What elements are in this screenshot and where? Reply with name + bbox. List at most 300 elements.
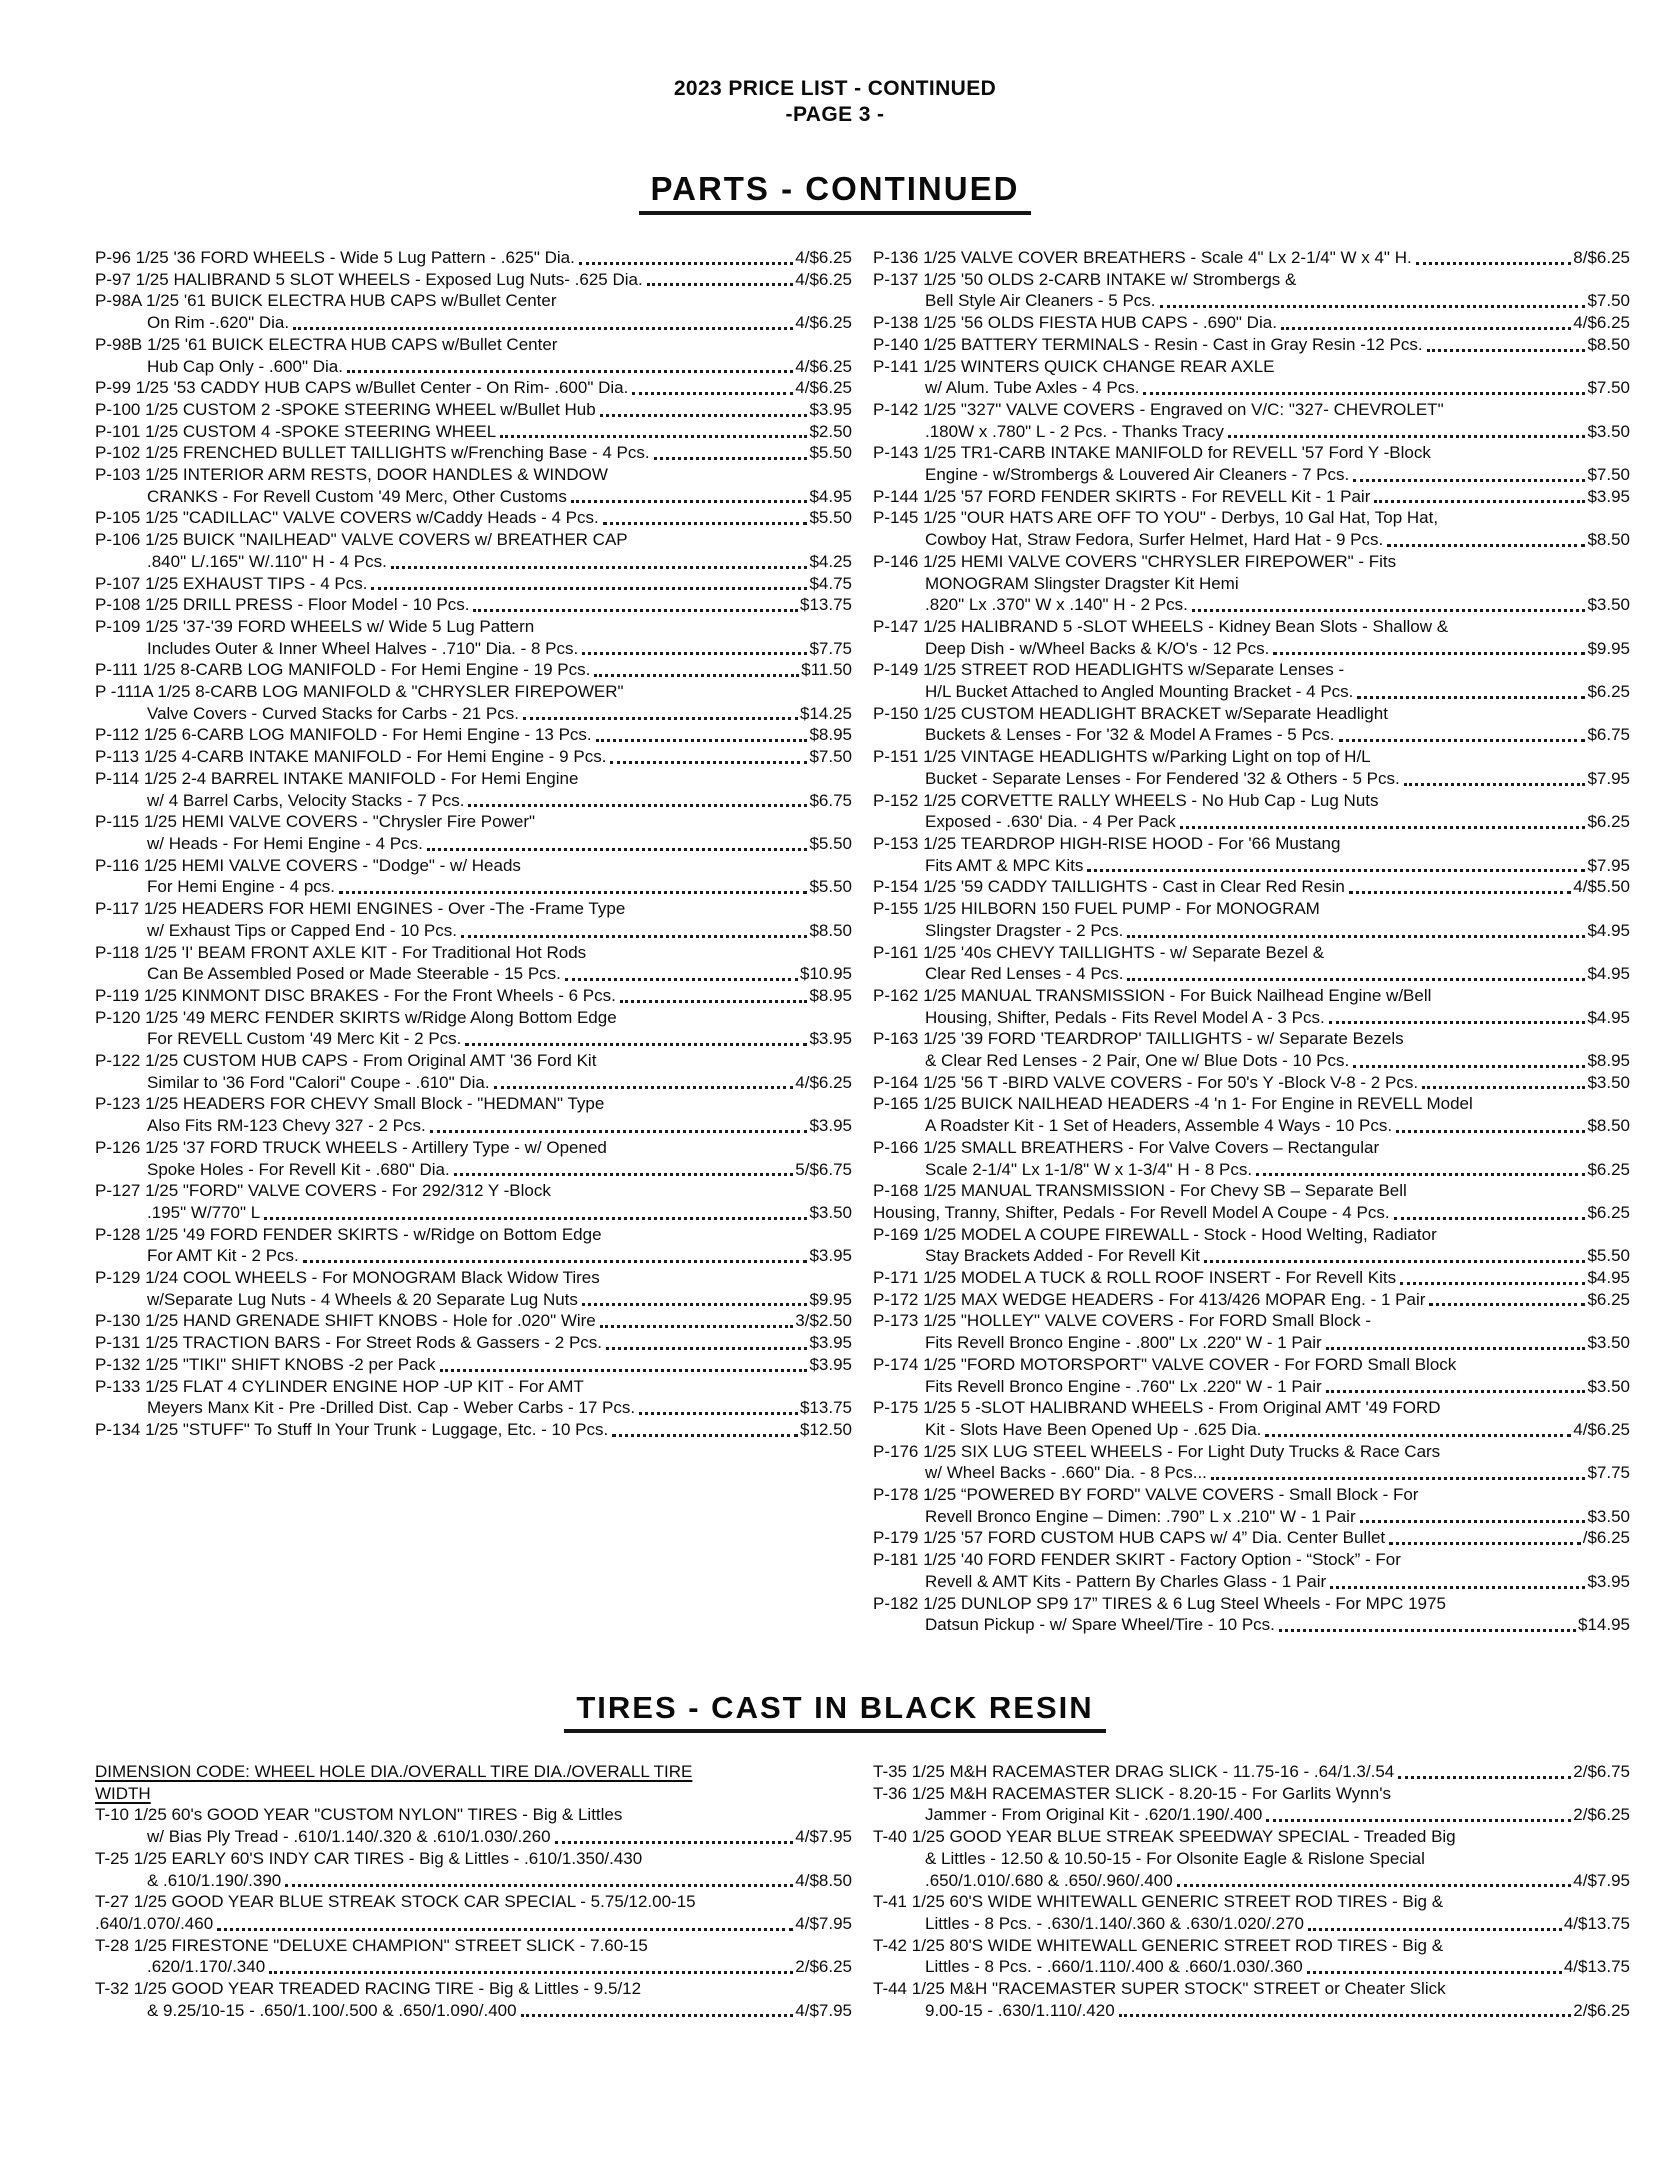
item-text: P-126 1/25 '37 FORD TRUCK WHEELS - Artillery Type - w/ Opened [95,1137,607,1157]
item-price: $11.50 [801,660,852,680]
dot-leader [1265,1434,1571,1437]
dot-leader [1357,696,1585,699]
item-text: P-142 1/25 "327" VALVE COVERS - Engraved on V/C: "327- CHEVROLET" [873,399,1444,419]
dot-leader [632,392,793,395]
dot-leader [1308,1928,1562,1931]
dot-leader [1256,1173,1585,1176]
price-list-line [873,768,1630,790]
price-list-line [873,1783,1630,1805]
item-text: P-112 1/25 6-CARB LOG MANIFOLD - For Hemi Engine - 13 Pcs. [95,725,592,745]
item-text: On Rim -.620" Dia. [147,313,290,333]
dot-leader [1394,1217,1586,1220]
item-text: Includes Outer & Inner Wheel Halves - .710" Dia. - 8 Pcs. [147,638,579,658]
price-list-line [95,1159,852,1181]
item-price: $3.95 [809,399,852,419]
price-list-line [873,638,1630,660]
price-list-line [873,1376,1630,1398]
price-list-line [95,1354,852,1376]
price-list-line [95,1115,852,1137]
price-list-line [95,1007,852,1029]
price-list-line [873,1441,1630,1463]
item-price: $3.50 [1587,595,1630,615]
dot-leader [440,1369,808,1372]
item-text: P-161 1/25 '40s CHEVY TAILLIGHTS - w/ Separate Bezel & [873,942,1325,962]
item-text: P-152 1/25 CORVETTE RALLY WHEELS - No Hub Cap - Lug Nuts [873,790,1379,810]
price-list-line [95,1419,852,1441]
tires-section-title-wrap [0,1690,1670,1733]
item-price: $4.95 [1587,1268,1630,1288]
item-price: 4/$6.25 [795,269,852,289]
dot-leader [606,1347,807,1350]
dot-leader [1329,1021,1586,1024]
item-text: T-25 1/25 EARLY 60'S INDY CAR TIRES - Big & Littles - .610/1.350/.430 [95,1848,643,1868]
price-list-line [873,1891,1630,1913]
item-text: Spoke Holes - For Revell Kit - .680" Dia. [147,1159,450,1179]
item-price: $6.75 [809,790,852,810]
parts-right-column [873,247,1630,1636]
item-price: $5.50 [809,877,852,897]
item-text: P-118 1/25 'I' BEAM FRONT AXLE KIT - For Traditional Hot Rods [95,942,587,962]
price-list-line [873,942,1630,964]
dot-leader [612,1434,798,1437]
price-list-line [873,1354,1630,1376]
price-list-line [95,681,852,703]
item-text: Jammer - From Original Kit - .620/1.190/.400 [925,1805,1263,1825]
dot-leader [647,283,794,286]
tires-right-column [873,1761,1630,2021]
price-list-line [95,1978,852,2000]
item-price: 4/$8.50 [795,1870,852,1890]
dot-leader [500,435,807,438]
item-text: P-99 1/25 '53 CADDY HUB CAPS w/Bullet Center - On Rim- .600" Dia. [95,378,629,398]
price-list-line [873,486,1630,508]
dot-leader [1160,305,1586,308]
item-text: P-141 1/25 WINTERS QUICK CHANGE REAR AXLE [873,356,1275,376]
parts-section-title-wrap [0,170,1670,215]
price-list-line [873,1072,1630,1094]
item-text: P-111 1/25 8-CARB LOG MANIFOLD - For Hemi Engine - 19 Pcs. [95,660,591,680]
dot-leader [1389,1542,1581,1545]
dot-leader [1330,1586,1585,1589]
item-price: $8.95 [1587,1051,1630,1071]
price-list-line [873,790,1630,812]
price-list-line [95,1848,852,1870]
item-price: $12.50 [800,1419,852,1439]
item-text: Littles - 8 Pcs. - .630/1.140/.360 & .630/1.020/.270 [925,1913,1304,1933]
item-text: P-107 1/25 EXHAUST TIPS - 4 Pcs. [95,573,368,593]
dot-leader [1180,826,1586,829]
item-price: $5.50 [809,833,852,853]
item-price: 4/$7.95 [795,1827,852,1847]
dot-leader [594,674,799,677]
item-price: $3.50 [1587,421,1630,441]
item-text: P-140 1/25 BATTERY TERMINALS - Resin - Cast in Gray Resin -12 Pcs. [873,334,1423,354]
item-text: Housing, Shifter, Pedals - Fits Revel Model A - 3 Pcs. [925,1007,1325,1027]
item-text: Also Fits RM-123 Chevy 327 - 2 Pcs. [147,1116,426,1136]
item-text: For REVELL Custom '49 Merc Kit - 2 Pcs. [147,1029,462,1049]
dot-leader [521,2014,794,2017]
dot-leader [347,370,793,373]
price-list-line [873,1159,1630,1181]
price-list-line [95,963,852,985]
item-price: $4.25 [809,551,852,571]
price-list-line [95,1804,852,1826]
price-list-line [873,399,1630,421]
price-list-line [95,1050,852,1072]
price-list-line [873,1267,1630,1289]
item-text: For AMT Kit - 2 Pcs. [147,1246,299,1266]
item-text: P-166 1/25 SMALL BREATHERS - For Valve Covers – Rectangular [873,1137,1380,1157]
item-price: 4/$7.95 [795,1913,852,1933]
dot-leader [1326,1347,1586,1350]
item-text: WIDTH [95,1783,151,1803]
price-list-line [873,573,1630,595]
item-price: $3.50 [1587,1506,1630,1526]
item-text: P-130 1/25 HAND GRENADE SHIFT KNOBS - Hole for .020" Wire [95,1311,596,1331]
item-price: $7.50 [809,747,852,767]
item-text: P-178 1/25 “POWERED BY FORD" VALVE COVERS - Small Block - For [873,1485,1419,1505]
item-price: $3.50 [1587,1333,1630,1353]
item-price: $8.50 [1587,334,1630,354]
price-list-line [95,638,852,660]
price-list-line [95,507,852,529]
item-price: $4.95 [1587,1007,1630,1027]
price-list-line [95,1935,852,1957]
price-list-line [95,1913,852,1935]
item-price: 4/$6.25 [795,356,852,376]
item-text: P-153 1/25 TEARDROP HIGH-RISE HOOD - For '66 Mustang [873,833,1341,853]
dot-leader [1119,2014,1572,2017]
item-text: & Clear Red Lenses - 2 Pair, One w/ Blue Dots - 10 Pcs. [925,1051,1350,1071]
item-text: P-109 1/25 '37-'39 FORD WHEELS w/ Wide 5 Lug Pattern [95,616,535,636]
dot-leader [1404,783,1586,786]
dot-leader [1143,392,1585,395]
item-price: $8.50 [809,920,852,940]
dot-leader [303,1260,808,1263]
item-price: 4/$7.95 [1573,1870,1630,1890]
item-price: $3.95 [1587,486,1630,506]
item-text: P-150 1/25 CUSTOM HEADLIGHT BRACKET w/Separate Headlight [873,703,1388,723]
dot-leader [339,891,807,894]
price-list-line [873,1506,1630,1528]
price-list-line [873,1245,1630,1267]
item-price: 4/$5.50 [1573,877,1630,897]
tires-columns [0,1761,1670,2021]
price-list-line [873,1826,1630,1848]
item-text: P-96 1/25 '36 FORD WHEELS - Wide 5 Lug Pattern - .625" Dia. [95,248,575,267]
dot-leader [391,566,808,569]
price-list-line [873,377,1630,399]
item-text: P-129 1/24 COOL WHEELS - For MONOGRAM Black Widow Tires [95,1268,600,1288]
price-list-line [873,1935,1630,1957]
item-price: 2/$6.25 [1573,2000,1630,2020]
price-list-line [873,724,1630,746]
item-price: $3.95 [1587,1571,1630,1591]
item-text: Fits Revell Bronco Engine - .800" Lx .220" W - 1 Pair [925,1333,1322,1353]
price-list-line [873,659,1630,681]
item-price: 4/$6.25 [1573,1419,1630,1439]
item-text: T-42 1/25 80'S WIDE WHITEWALL GENERIC STREET ROD TIRES - Big & [873,1935,1444,1955]
dot-leader [620,1000,808,1003]
item-text: Valve Covers - Curved Stacks for Carbs - 21 Pcs. [147,703,519,723]
item-text: P-176 1/25 SIX LUG STEEL WHEELS - For Light Duty Trucks & Race Cars [873,1441,1441,1461]
price-list-line [873,1804,1630,1826]
price-list-line [95,811,852,833]
item-text: P-181 1/25 '40 FORD FENDER SKIRT - Factory Option - “Stock” - For [873,1550,1401,1570]
dot-leader [1266,1819,1571,1822]
dot-leader [264,1217,807,1220]
item-text: w/ 4 Barrel Carbs, Velocity Stacks - 7 Pcs. [147,790,465,810]
item-price: $4.95 [1587,920,1630,940]
price-list-line [873,1978,1630,2000]
price-list-line [95,1761,852,1783]
item-price: $6.25 [1587,1159,1630,1179]
price-list-line [873,1571,1630,1593]
item-text: MONOGRAM Slingster Dragster Kit Hemi [925,573,1239,593]
item-text: P-127 1/25 "FORD" VALVE COVERS - For 292/312 Y -Block [95,1181,551,1201]
price-list-line [873,833,1630,855]
dot-leader [1427,349,1586,352]
item-text: Similar to '36 Ford "Calori" Coupe - .610" Dia. [147,1072,490,1092]
dot-leader [371,587,807,590]
item-text: w/ Heads - For Hemi Engine - 4 Pcs. [147,833,423,853]
price-list-line [95,1289,852,1311]
price-list-line [95,1137,852,1159]
dot-leader [1204,1260,1586,1263]
item-text: T-28 1/25 FIRESTONE "DELUXE CHAMPION" STREET SLICK - 7.60-15 [95,1935,648,1955]
item-price: 4/$7.95 [795,2000,852,2020]
price-list-line [873,1180,1630,1202]
item-text: P-182 1/25 DUNLOP SP9 17” TIRES & 6 Lug Steel Wheels - For MPC 1975 [873,1593,1446,1613]
dot-leader [1416,262,1572,265]
price-list-line [873,1050,1630,1072]
dot-leader [1087,869,1585,872]
price-list-line [95,1376,852,1398]
item-text: Littles - 8 Pcs. - .660/1.110/.400 & .660/1.030/.360 [925,1957,1303,1977]
item-text: P -111A 1/25 8-CARB LOG MANIFOLD & "CHRYSLER FIREPOWER" [95,682,624,702]
price-list-line [95,334,852,356]
price-list-line [873,876,1630,898]
price-list-line [95,529,852,551]
price-list-line [873,421,1630,443]
price-list-line [95,855,852,877]
price-list-line [873,312,1630,334]
item-text: .620/1.170/.340 [147,1957,266,1977]
price-list-line [95,421,852,443]
price-list-line [95,942,852,964]
dot-leader [1279,1629,1576,1632]
price-list-line [873,1289,1630,1311]
price-list-line [95,442,852,464]
item-text: P-174 1/25 "FORD MOTORSPORT" VALVE COVER - For FORD Small Block [873,1354,1457,1374]
dot-leader [1307,1971,1562,1974]
parts-section-title: PARTS - CONTINUED [639,170,1032,215]
item-text: P-98A 1/25 '61 BUICK ELECTRA HUB CAPS w/Bullet Center [95,291,557,311]
price-list-line [95,486,852,508]
price-list-line [95,833,852,855]
price-list-line [95,1202,852,1224]
dot-leader [654,457,808,460]
item-text: P-106 1/25 BUICK "NAILHEAD" VALVE COVERS w/ BREATHER CAP [95,530,628,550]
price-list-line [873,920,1630,942]
item-text: Fits AMT & MPC Kits [925,855,1084,875]
price-list-line [873,1332,1630,1354]
item-text: P-97 1/25 HALIBRAND 5 SLOT WHEELS - Exposed Lug Nuts- .625 Dia. [95,269,643,289]
item-text: w/ Alum. Tube Axles - 4 Pcs. [925,378,1140,398]
price-list-line [95,312,852,334]
item-price: $13.75 [800,1398,852,1418]
doc-header [0,76,1670,128]
item-price: $6.25 [1587,682,1630,702]
item-text: T-35 1/25 M&H RACEMASTER DRAG SLICK - 11.75-16 - .64/1.3/.54 [873,1762,1395,1781]
price-list-line [95,1180,852,1202]
item-price: $3.95 [809,1116,852,1136]
item-price: 4/$6.25 [795,378,852,398]
price-list-line [873,1115,1630,1137]
price-list-line [873,334,1630,356]
item-text: Datsun Pickup - w/ Spare Wheel/Tire - 10 Pcs. [925,1615,1275,1635]
price-list-line [95,985,852,1007]
item-text: P-164 1/25 '56 T -BIRD VALVE COVERS - For 50's Y -Block V-8 - 2 Pcs. [873,1072,1419,1092]
doc-header-line2: -PAGE 3 - [785,103,885,126]
item-text: P-122 1/25 CUSTOM HUB CAPS - From Original AMT '36 Ford Kit [95,1051,597,1071]
dot-leader [1398,1776,1571,1779]
item-text: P-114 1/25 2-4 BARREL INTAKE MANIFOLD - For Hemi Engine [95,768,579,788]
dot-leader [1349,891,1571,894]
dot-leader [217,1928,793,1931]
price-list-line [873,1093,1630,1115]
price-list-line [873,1397,1630,1419]
item-price: $2.50 [809,421,852,441]
price-list-line [95,790,852,812]
item-text: P-101 1/25 CUSTOM 4 -SPOKE STEERING WHEEL [95,421,497,441]
price-list-line [873,703,1630,725]
price-list-line [873,1614,1630,1636]
item-price: /$6.25 [1582,1528,1630,1548]
price-list-line [873,1310,1630,1332]
price-list-line [873,529,1630,551]
item-price: $6.25 [1587,812,1630,832]
item-text: .640/1.070/.460 [95,1913,214,1933]
item-text: P-133 1/25 FLAT 4 CYLINDER ENGINE HOP -UP KIT - For AMT [95,1376,584,1396]
dot-leader [285,1884,793,1887]
dot-leader [571,500,808,503]
item-price: $8.50 [1587,1116,1630,1136]
price-list-line [873,963,1630,985]
item-text: Stay Brackets Added - For Revell Kit [925,1246,1200,1266]
price-list-line [873,616,1630,638]
price-list-line [873,269,1630,291]
item-text: P-117 1/25 HEADERS FOR HEMI ENGINES - Over -The -Frame Type [95,899,626,919]
price-list-line [95,1267,852,1289]
item-text: Clear Red Lenses - 4 Pcs. [925,964,1124,984]
item-text: P-98B 1/25 '61 BUICK ELECTRA HUB CAPS w/Bullet Center [95,334,558,354]
dot-leader [639,1412,798,1415]
item-price: $9.95 [809,1289,852,1309]
item-text: .820" Lx .370" W x .140" H - 2 Pcs. [925,595,1188,615]
dot-leader [269,1971,793,1974]
dot-leader [461,935,808,938]
price-list-line [873,1137,1630,1159]
price-list-line [95,1956,852,1978]
item-text: Revell & AMT Kits - Pattern By Charles Glass - 1 Pair [925,1571,1327,1591]
dot-leader [1429,1303,1585,1306]
item-price: 2/$6.25 [1573,1805,1630,1825]
item-text: P-123 1/25 HEADERS FOR CHEVY Small Block - "HEDMAN" Type [95,1094,605,1114]
item-price: $3.50 [1587,1376,1630,1396]
dot-leader [1127,978,1585,981]
item-text: Bucket - Separate Lenses - For Fendered '32 & Others - 5 Pcs. [925,768,1400,788]
dot-leader [610,761,807,764]
dot-leader [555,1841,794,1844]
item-price: $3.95 [809,1029,852,1049]
item-text: P-149 1/25 STREET ROD HEADLIGHTS w/Separate Lenses - [873,660,1345,680]
item-text: P-108 1/25 DRILL PRESS - Floor Model - 10 Pcs. [95,595,470,615]
item-text: 9.00-15 - .630/1.110/.420 [925,2000,1115,2020]
parts-left-column [95,247,852,1636]
item-price: $14.95 [1578,1615,1630,1635]
price-list-line [95,724,852,746]
dot-leader [1177,1884,1572,1887]
item-text: Hub Cap Only - .600" Dia. [147,356,343,376]
dot-leader [494,1086,794,1089]
dot-leader [1273,652,1585,655]
item-text: .180W x .780" L - 2 Pcs. - Thanks Tracy [925,421,1224,441]
item-text: P-138 1/25 '56 OLDS FIESTA HUB CAPS - .690" Dia. [873,313,1277,333]
price-list-line [95,1310,852,1332]
item-text: P-173 1/25 "HOLLEY" VALVE COVERS - For FORD Small Block - [873,1311,1371,1331]
price-list-line [95,703,852,725]
item-price: $5.50 [809,508,852,528]
dot-leader [465,1043,807,1046]
price-list-line [95,377,852,399]
item-price: 4/$6.25 [1573,313,1630,333]
item-text: w/ Wheel Backs - .660" Dia. - 8 Pcs... [925,1463,1207,1483]
item-text: Cowboy Hat, Straw Fedora, Surfer Helmet, Hard Hat - 9 Pcs. [925,530,1384,550]
item-text: Housing, Tranny, Shifter, Pedals - For Revell Model A Coupe - 4 Pcs. [873,1202,1390,1222]
price-list-line [873,1761,1630,1783]
item-price: $14.25 [800,703,852,723]
item-price: $8.95 [809,725,852,745]
dot-leader [454,1173,794,1176]
item-price: 2/$6.25 [795,1957,852,1977]
item-text: Exposed - .630' Dia. - 4 Per Pack [925,812,1176,832]
price-list-line [95,399,852,421]
item-text: Bell Style Air Cleaners - 5 Pcs. [925,291,1156,311]
price-list-line [873,594,1630,616]
item-price: 8/$6.25 [1573,248,1630,267]
item-price: 4/$13.75 [1563,1913,1630,1933]
price-list-line [95,1245,852,1267]
item-text: T-36 1/25 M&H RACEMASTER SLICK - 8.20-15 - For Garlits Wynn's [873,1783,1391,1803]
item-price: $13.75 [800,595,852,615]
price-list-line [873,290,1630,312]
price-list-line [95,269,852,291]
item-text: & Littles - 12.50 & 10.50-15 - For Olsonite Eagle & Rislone Special [925,1848,1425,1868]
dot-leader [1211,1477,1586,1480]
item-text: w/ Bias Ply Tread - .610/1.140/.320 & .610/1.030/.260 [147,1827,551,1847]
dot-leader [468,804,807,807]
dot-leader [1192,609,1586,612]
item-text: T-10 1/25 60's GOOD YEAR "CUSTOM NYLON" TIRES - Big & Littles [95,1805,623,1825]
tires-left-column [95,1761,852,2021]
item-text: P-151 1/25 VINTAGE HEADLIGHTS w/Parking Light on top of H/L [873,747,1371,767]
item-price: $7.50 [1587,378,1630,398]
price-list-line [873,1593,1630,1615]
price-list-line [873,464,1630,486]
item-price: 4/$13.75 [1563,1957,1630,1977]
item-text: P-171 1/25 MODEL A TUCK & ROLL ROOF INSERT - For Revell Kits [873,1268,1397,1288]
